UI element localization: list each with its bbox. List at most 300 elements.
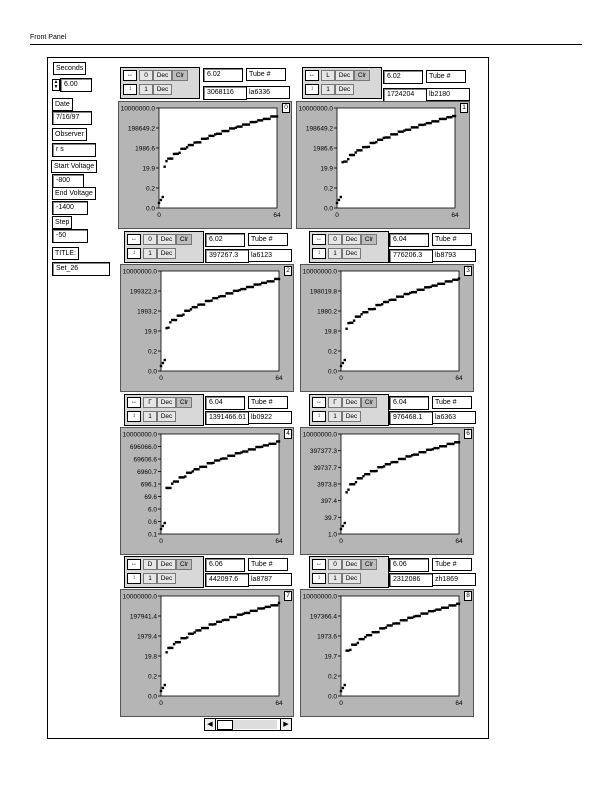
data-point bbox=[246, 450, 248, 452]
x-tick-label: 64 bbox=[275, 700, 283, 707]
y-scale-tool-icon[interactable]: ↕ bbox=[312, 248, 326, 259]
data-point bbox=[360, 149, 362, 151]
data-point bbox=[244, 288, 246, 290]
data-point bbox=[212, 462, 214, 464]
y-tick-label: 696066.0 bbox=[129, 444, 157, 451]
data-point bbox=[167, 326, 169, 328]
gain-value-field[interactable]: 6.04 bbox=[205, 396, 245, 410]
y-scale-tool-icon[interactable]: ↕ bbox=[312, 573, 326, 584]
data-point bbox=[205, 466, 207, 468]
gain-value-field[interactable]: 6.02 bbox=[203, 68, 243, 82]
data-point bbox=[344, 684, 346, 686]
tube-id-field[interactable]: lb8793 bbox=[432, 249, 476, 262]
data-point bbox=[368, 146, 370, 148]
count-field[interactable]: 776206.3 bbox=[389, 249, 433, 263]
y-tick-label: 0.0 bbox=[147, 368, 157, 376]
scroll-left-arrow-icon[interactable]: ◀ bbox=[205, 719, 216, 730]
data-point bbox=[458, 603, 460, 605]
data-point bbox=[353, 483, 355, 485]
clear-button[interactable]: Clr bbox=[361, 234, 377, 245]
data-point bbox=[195, 306, 197, 308]
graph-index-label: 1 bbox=[460, 103, 468, 113]
graph-index-label: 4 bbox=[284, 429, 292, 439]
plot-area bbox=[341, 271, 459, 371]
graph-plot bbox=[121, 590, 293, 716]
data-point bbox=[345, 328, 347, 330]
data-point bbox=[355, 151, 357, 153]
y-tick-label: 10000000.0 bbox=[302, 431, 337, 439]
tube-number-label: Tube # bbox=[248, 396, 288, 409]
data-point bbox=[177, 480, 179, 482]
horizontal-scrollbar[interactable] bbox=[204, 718, 292, 731]
gain-value-field[interactable]: 6.02 bbox=[383, 70, 423, 84]
data-point bbox=[182, 313, 184, 315]
start-voltage-field[interactable]: -800 bbox=[52, 174, 84, 188]
x-format-button[interactable]: Dec bbox=[157, 397, 176, 408]
data-point bbox=[186, 146, 188, 148]
data-point bbox=[402, 295, 404, 297]
y-tick-label: 0.0 bbox=[327, 693, 337, 701]
data-point bbox=[192, 470, 194, 472]
x-precision-button[interactable]: 0 bbox=[328, 234, 342, 245]
tube-id-field[interactable]: zh1869 bbox=[432, 573, 476, 586]
data-point bbox=[445, 445, 447, 447]
count-field[interactable]: 2312086 bbox=[389, 573, 433, 587]
plot-area bbox=[159, 108, 277, 208]
waveform-graph bbox=[300, 589, 474, 717]
tube-id-field[interactable]: la8787 bbox=[248, 573, 292, 586]
data-point bbox=[359, 315, 361, 317]
plot-area bbox=[337, 108, 455, 208]
y-format-button[interactable]: Dec bbox=[157, 411, 176, 422]
data-point bbox=[345, 491, 347, 493]
data-point bbox=[225, 457, 227, 459]
data-point bbox=[377, 631, 379, 633]
data-point bbox=[405, 619, 407, 621]
plot-area bbox=[341, 434, 459, 534]
x-format-button[interactable]: Dec bbox=[342, 559, 361, 570]
y-scale-tool-icon[interactable]: ↕ bbox=[305, 84, 319, 95]
gain-value-field[interactable]: 6.04 bbox=[389, 396, 429, 410]
x-tick-label: 64 bbox=[273, 212, 281, 219]
data-point bbox=[231, 292, 233, 294]
data-point bbox=[163, 166, 165, 168]
clear-button[interactable]: Clr bbox=[354, 70, 370, 81]
data-point bbox=[240, 125, 242, 127]
data-point bbox=[338, 199, 340, 201]
data-point bbox=[415, 291, 417, 293]
tube-id-field[interactable]: la6336 bbox=[246, 86, 290, 99]
x-format-button[interactable]: Dec bbox=[157, 234, 176, 245]
x-format-button[interactable]: Dec bbox=[342, 234, 361, 245]
observer-field[interactable]: r s bbox=[52, 143, 96, 157]
scroll-thumb[interactable] bbox=[217, 720, 233, 730]
data-point bbox=[164, 359, 166, 361]
clear-button[interactable]: Clr bbox=[176, 559, 192, 570]
data-point bbox=[351, 322, 353, 324]
y-tick-label: 10000000.0 bbox=[122, 593, 157, 601]
y-tick-label: 10000000.0 bbox=[122, 431, 157, 439]
y-tick-label: 39.7 bbox=[324, 514, 337, 522]
data-point bbox=[388, 136, 390, 138]
data-point bbox=[345, 160, 347, 162]
plot-area bbox=[161, 434, 279, 534]
data-point bbox=[158, 202, 160, 204]
y-tick-label: 6.0 bbox=[147, 506, 157, 514]
data-point bbox=[381, 303, 383, 305]
data-point bbox=[227, 130, 229, 132]
waveform-graph bbox=[120, 427, 294, 555]
data-point bbox=[447, 607, 449, 609]
data-point bbox=[458, 277, 460, 279]
gain-value-field[interactable]: 6.06 bbox=[389, 558, 429, 572]
tube-number-label: Tube # bbox=[432, 558, 472, 571]
y-format-button[interactable]: Dec bbox=[157, 248, 176, 259]
x-scale-tool-icon[interactable]: ↔ bbox=[305, 70, 319, 81]
data-point bbox=[454, 115, 456, 117]
x-tick-label: 64 bbox=[275, 538, 283, 545]
plot-area bbox=[161, 596, 279, 696]
x-format-button[interactable]: Dec bbox=[335, 70, 354, 81]
y-format-button[interactable]: Dec bbox=[342, 573, 361, 584]
data-point bbox=[342, 687, 344, 689]
data-point bbox=[344, 522, 346, 524]
y-tick-label: 0.2 bbox=[323, 185, 333, 193]
data-point bbox=[164, 522, 166, 524]
data-point bbox=[186, 636, 188, 638]
y-tick-label: 198649.2 bbox=[305, 125, 333, 133]
data-point bbox=[203, 303, 205, 305]
seconds-label: Seconds bbox=[53, 62, 86, 75]
y-tick-label: 10000000.0 bbox=[120, 105, 155, 113]
y-format-button[interactable]: Dec bbox=[342, 411, 361, 422]
data-point bbox=[396, 461, 398, 463]
x-format-button[interactable]: Dec bbox=[153, 70, 172, 81]
y-format-button[interactable]: Dec bbox=[157, 573, 176, 584]
y-precision-button[interactable]: 1 bbox=[143, 248, 157, 259]
clear-button[interactable]: Clr bbox=[176, 234, 192, 245]
y-tick-label: 1986.6 bbox=[313, 145, 333, 153]
data-point bbox=[190, 308, 192, 310]
data-point bbox=[418, 615, 420, 617]
tube-number-label: Tube # bbox=[248, 233, 288, 246]
count-field[interactable]: 3068116 bbox=[203, 86, 247, 100]
tube-number-label: Tube # bbox=[246, 68, 286, 81]
plot-area bbox=[161, 271, 279, 371]
y-format-button[interactable]: Dec bbox=[335, 84, 354, 95]
data-point bbox=[199, 141, 201, 143]
data-point bbox=[278, 602, 280, 604]
data-point bbox=[255, 610, 257, 612]
data-point bbox=[175, 319, 177, 321]
data-point bbox=[383, 465, 385, 467]
y-tick-label: 197941.4 bbox=[129, 613, 157, 621]
y-tick-label: 19.8 bbox=[144, 653, 157, 661]
data-point bbox=[268, 118, 270, 120]
start-voltage-label: Start Voltage bbox=[51, 160, 97, 173]
data-point bbox=[357, 642, 359, 644]
y-tick-label: 0.0 bbox=[327, 368, 337, 376]
graph-plot bbox=[301, 428, 473, 554]
gain-value-field[interactable]: 6.02 bbox=[205, 233, 245, 247]
count-field[interactable]: 1391466.61 bbox=[205, 411, 249, 425]
data-point bbox=[252, 286, 254, 288]
count-field[interactable]: 397267.3 bbox=[205, 249, 249, 263]
data-point bbox=[278, 440, 280, 442]
data-point bbox=[162, 525, 164, 527]
gain-value-field[interactable]: 6.04 bbox=[389, 233, 429, 247]
data-point bbox=[274, 443, 276, 445]
count-field[interactable]: 976468.1 bbox=[389, 411, 433, 425]
x-scale-tool-icon[interactable]: ↔ bbox=[127, 397, 141, 408]
data-point bbox=[342, 362, 344, 364]
data-point bbox=[162, 362, 164, 364]
y-tick-label: 19.7 bbox=[324, 653, 337, 661]
x-scale-tool-icon[interactable]: ↔ bbox=[127, 559, 141, 570]
gain-value-field[interactable]: 6.06 bbox=[205, 558, 245, 572]
y-precision-button[interactable]: 1 bbox=[321, 84, 335, 95]
data-point bbox=[165, 651, 167, 653]
data-point bbox=[160, 690, 162, 692]
data-point bbox=[374, 308, 376, 310]
y-precision-button[interactable]: 1 bbox=[143, 411, 157, 422]
graph-index-label: 7 bbox=[284, 591, 292, 601]
y-tick-label: 10000000.0 bbox=[122, 268, 157, 276]
data-point bbox=[409, 129, 411, 131]
data-point bbox=[207, 627, 209, 629]
x-precision-button[interactable]: D bbox=[143, 559, 157, 570]
y-tick-label: 0.2 bbox=[327, 673, 337, 681]
data-point bbox=[458, 441, 460, 443]
count-field[interactable]: 442097.6 bbox=[205, 573, 249, 587]
clear-button[interactable]: Clr bbox=[361, 559, 377, 570]
x-tick-label: 0 bbox=[157, 212, 161, 219]
data-point bbox=[235, 616, 237, 618]
data-point bbox=[336, 202, 338, 204]
x-format-button[interactable]: Dec bbox=[342, 397, 361, 408]
data-point bbox=[276, 604, 278, 606]
y-scale-tool-icon[interactable]: ↕ bbox=[127, 573, 141, 584]
y-tick-label: 1993.2 bbox=[137, 308, 157, 316]
clear-button[interactable]: Clr bbox=[361, 397, 377, 408]
tube-id-field[interactable]: lb0922 bbox=[248, 411, 292, 424]
y-tick-label: 397.4 bbox=[320, 498, 337, 506]
y-tick-label: 197366.4 bbox=[309, 613, 337, 621]
x-precision-button[interactable]: Γ bbox=[328, 397, 342, 408]
data-point bbox=[169, 487, 171, 489]
data-point bbox=[360, 313, 362, 315]
page-header: Front Panel bbox=[30, 34, 67, 41]
title-label: TITLE: bbox=[52, 247, 79, 260]
x-format-button[interactable]: Dec bbox=[157, 559, 176, 570]
y-tick-label: 0.0 bbox=[147, 693, 157, 701]
y-precision-button[interactable]: 1 bbox=[143, 573, 157, 584]
tube-id-field[interactable]: la6123 bbox=[248, 249, 292, 262]
x-precision-button[interactable]: 0 bbox=[328, 559, 342, 570]
waveform-graph bbox=[300, 427, 474, 555]
y-tick-label: 0.0 bbox=[145, 205, 155, 213]
y-tick-label: 19.9 bbox=[320, 165, 333, 173]
data-point bbox=[179, 641, 181, 643]
data-point bbox=[353, 154, 355, 156]
x-scale-tool-icon[interactable]: ↔ bbox=[127, 234, 141, 245]
waveform-graph bbox=[296, 101, 470, 229]
y-tick-label: 0.0 bbox=[323, 205, 333, 213]
x-scale-tool-icon[interactable]: ↔ bbox=[312, 559, 326, 570]
data-point bbox=[162, 687, 164, 689]
clear-button[interactable]: Clr bbox=[172, 70, 188, 81]
observer-label: Observer bbox=[52, 128, 87, 141]
data-point bbox=[169, 321, 171, 323]
y-tick-label: 1979.4 bbox=[137, 633, 157, 641]
date-label: Date bbox=[52, 98, 73, 111]
scroll-track[interactable] bbox=[233, 720, 277, 729]
graph-index-label: 3 bbox=[464, 266, 472, 276]
data-point bbox=[223, 295, 225, 297]
y-scale-tool-icon[interactable]: ↕ bbox=[123, 84, 137, 95]
data-point bbox=[385, 626, 387, 628]
date-field[interactable]: 7/16/97 bbox=[52, 111, 92, 125]
end-voltage-label: End Voltage bbox=[52, 187, 96, 200]
y-precision-button[interactable]: 1 bbox=[328, 573, 342, 584]
step-field[interactable]: -50 bbox=[52, 229, 88, 243]
data-point bbox=[362, 638, 364, 640]
data-point bbox=[165, 160, 167, 162]
data-point bbox=[375, 141, 377, 143]
data-point bbox=[199, 629, 201, 631]
data-point bbox=[344, 359, 346, 361]
seconds-field[interactable]: 6.00 bbox=[60, 78, 92, 92]
tube-number-label: Tube # bbox=[426, 70, 466, 83]
data-point bbox=[214, 623, 216, 625]
y-tick-label: 0.1 bbox=[147, 531, 157, 539]
graph-plot bbox=[119, 102, 291, 228]
x-tick-label: 0 bbox=[159, 538, 163, 545]
data-point bbox=[340, 690, 342, 692]
data-point bbox=[160, 528, 162, 530]
data-point bbox=[248, 123, 250, 125]
title-field[interactable]: Set_26 bbox=[52, 262, 110, 276]
graph-plot bbox=[301, 265, 473, 391]
x-tick-label: 64 bbox=[455, 375, 463, 382]
data-point bbox=[370, 634, 372, 636]
x-precision-button[interactable]: Γ bbox=[143, 397, 157, 408]
y-scale-tool-icon[interactable]: ↕ bbox=[127, 411, 141, 422]
data-point bbox=[248, 612, 250, 614]
tube-id-field[interactable]: la6363 bbox=[432, 411, 476, 424]
clear-button[interactable]: Clr bbox=[176, 397, 192, 408]
tube-number-label: Tube # bbox=[248, 558, 288, 571]
waveform-graph bbox=[118, 101, 292, 229]
data-point bbox=[403, 458, 405, 460]
seconds-increment-icon[interactable]: ▲ ▼ bbox=[53, 79, 59, 90]
y-tick-label: 6960.7 bbox=[137, 469, 157, 476]
y-tick-label: 198649.2 bbox=[127, 125, 155, 133]
data-point bbox=[360, 477, 362, 479]
y-scale-tool-icon[interactable]: ↕ bbox=[312, 411, 326, 422]
graph-plot bbox=[297, 102, 469, 228]
y-precision-button[interactable]: 1 bbox=[328, 411, 342, 422]
y-precision-button[interactable]: 1 bbox=[139, 84, 153, 95]
tube-number-label: Tube # bbox=[432, 396, 472, 409]
data-point bbox=[210, 299, 212, 301]
x-tick-label: 0 bbox=[335, 212, 339, 219]
y-precision-button[interactable]: 1 bbox=[328, 248, 342, 259]
graph-plot bbox=[301, 590, 473, 716]
y-tick-label: 39737.7 bbox=[313, 464, 337, 472]
x-precision-button[interactable]: 0 bbox=[143, 234, 157, 245]
x-precision-button[interactable]: L bbox=[321, 70, 335, 81]
data-point bbox=[278, 278, 280, 280]
data-point bbox=[349, 649, 351, 651]
x-tick-label: 0 bbox=[339, 538, 343, 545]
count-field[interactable]: 1724204 bbox=[383, 88, 427, 102]
data-point bbox=[422, 289, 424, 291]
data-point bbox=[220, 133, 222, 135]
data-point bbox=[347, 488, 349, 490]
y-format-button[interactable]: Dec bbox=[342, 248, 361, 259]
y-tick-label: 1.0 bbox=[327, 531, 337, 539]
y-tick-label: 199322.3 bbox=[129, 288, 157, 296]
plot-area bbox=[341, 596, 459, 696]
y-tick-label: 1973.6 bbox=[317, 633, 337, 641]
y-format-button[interactable]: Dec bbox=[153, 84, 172, 95]
x-tick-label: 0 bbox=[339, 375, 343, 382]
y-tick-label: 1980.2 bbox=[317, 308, 337, 316]
data-point bbox=[353, 319, 355, 321]
data-point bbox=[416, 126, 418, 128]
data-point bbox=[347, 158, 349, 160]
graph-plot bbox=[121, 265, 293, 391]
data-point bbox=[227, 619, 229, 621]
data-point bbox=[355, 481, 357, 483]
end-voltage-field[interactable]: -1400 bbox=[52, 201, 88, 215]
data-point bbox=[197, 468, 199, 470]
graph-plot bbox=[121, 428, 293, 554]
data-point bbox=[394, 299, 396, 301]
y-tick-label: 0.6 bbox=[147, 519, 157, 526]
y-tick-label: 69.6 bbox=[144, 494, 157, 501]
x-tick-label: 0 bbox=[159, 375, 163, 382]
x-precision-button[interactable]: 0 bbox=[139, 70, 153, 81]
y-scale-tool-icon[interactable]: ↕ bbox=[127, 248, 141, 259]
data-point bbox=[253, 448, 255, 450]
x-scale-tool-icon[interactable]: ↔ bbox=[123, 70, 137, 81]
y-tick-label: 696.1 bbox=[140, 481, 157, 489]
data-point bbox=[171, 157, 173, 159]
data-point bbox=[396, 133, 398, 135]
scroll-right-arrow-icon[interactable]: ▶ bbox=[280, 719, 291, 730]
x-tick-label: 0 bbox=[339, 700, 343, 707]
tube-number-label: Tube # bbox=[432, 233, 472, 246]
data-point bbox=[171, 482, 173, 484]
x-scale-tool-icon[interactable]: ↔ bbox=[312, 397, 326, 408]
x-scale-tool-icon[interactable]: ↔ bbox=[312, 234, 326, 245]
waveform-graph bbox=[120, 264, 294, 392]
data-point bbox=[272, 280, 274, 282]
x-tick-label: 64 bbox=[455, 700, 463, 707]
data-point bbox=[160, 199, 162, 201]
graph-index-label: 0 bbox=[282, 103, 290, 113]
y-tick-label: 397377.3 bbox=[309, 448, 337, 456]
data-point bbox=[233, 455, 235, 457]
y-tick-label: 1986.6 bbox=[135, 145, 155, 153]
y-tick-label: 0.2 bbox=[327, 348, 337, 356]
step-label: Step bbox=[52, 216, 72, 229]
y-tick-label: 0.2 bbox=[147, 673, 157, 681]
graph-index-label: 2 bbox=[284, 266, 292, 276]
tube-id-field[interactable]: lb2180 bbox=[426, 88, 470, 101]
